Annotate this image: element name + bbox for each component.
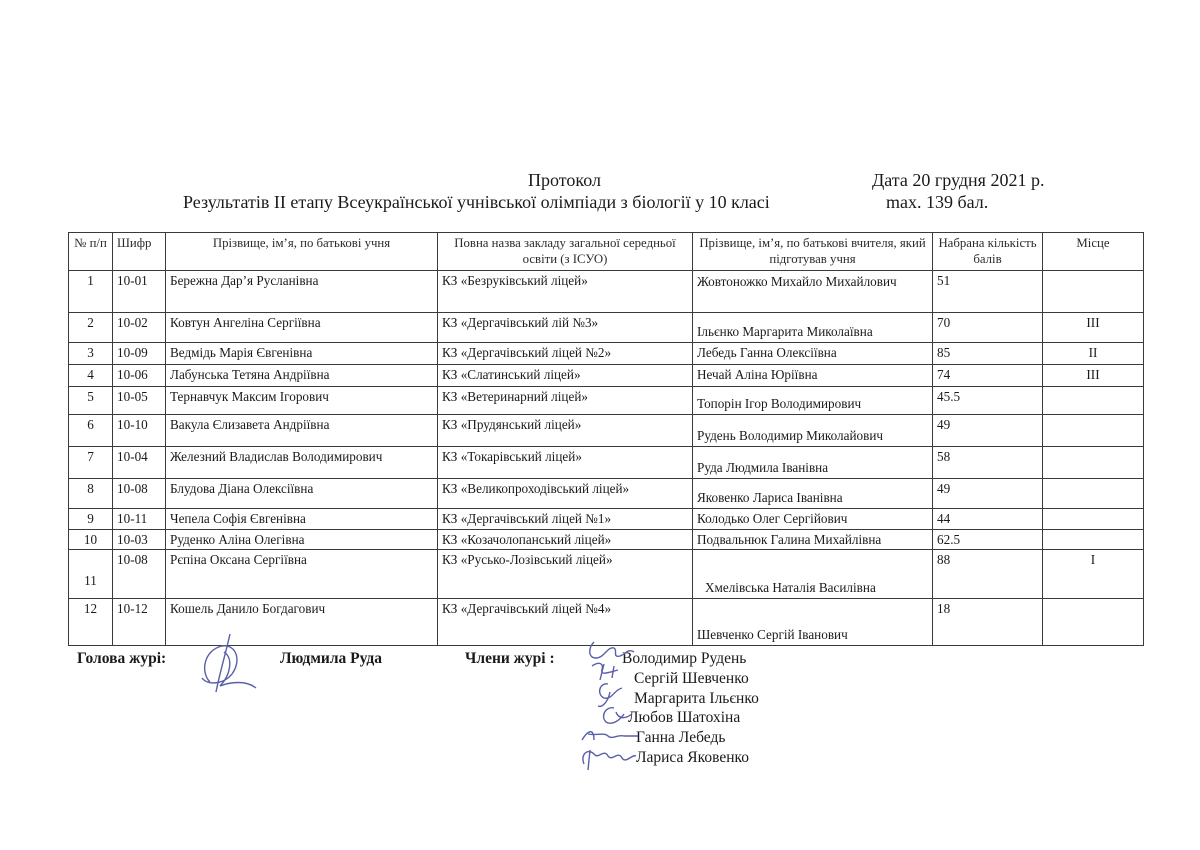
school-name: КЗ «Дергачівський ліцей №1»: [438, 509, 693, 530]
col-header-code: Шифр: [113, 233, 166, 271]
table-row: [69, 365, 1144, 387]
document-title: Протокол: [528, 170, 601, 190]
jury-members-label: Члени журі :: [465, 650, 555, 667]
table-row: [69, 271, 1144, 313]
row-number: 8: [69, 479, 113, 509]
table-row: [69, 387, 1144, 415]
max-score: max. 139 бал.: [886, 192, 989, 212]
col-header-score: Набрана кількість балів: [933, 233, 1043, 271]
document-subtitle: Результатів ІІ етапу Всеукраїнської учнівської олімпіади з біології у 10 класі: [183, 192, 770, 212]
student-name: Тернавчук Максим Ігорович: [166, 387, 438, 415]
school-name: КЗ «Дергачівський лій №3»: [438, 313, 693, 343]
teacher-name: Рудень Володимир Миколайович: [693, 415, 933, 447]
place-value: [1043, 530, 1144, 550]
document-date: Дата 20 грудня 2021 р.: [872, 170, 1045, 190]
row-number: 11: [69, 550, 113, 599]
school-name: КЗ «Великопроходівський ліцей»: [438, 479, 693, 509]
jury-member: Володимир Рудень: [622, 650, 747, 667]
table-row: [69, 415, 1144, 447]
row-number: 1: [69, 271, 113, 313]
score-value: 58: [933, 447, 1043, 479]
jury-member: Маргарита Ільєнко: [634, 689, 759, 707]
table-row: [69, 479, 1144, 509]
jury-member: Ганна Лебедь: [636, 729, 726, 747]
row-number: 5: [69, 387, 113, 415]
score-value: 51: [933, 271, 1043, 313]
participant-code: 10-01: [113, 271, 166, 313]
place-value: [1043, 387, 1144, 415]
table-row: [69, 343, 1144, 365]
score-value: 45.5: [933, 387, 1043, 415]
student-name: Ведмідь Марія Євгенівна: [166, 343, 438, 365]
participant-code: 10-05: [113, 387, 166, 415]
teacher-name: Топорін Ігор Володимирович: [693, 387, 933, 415]
col-header-teacher: Прізвище, ім’я, по батькові вчителя, який підготував учня: [693, 233, 933, 271]
jury-chair-name: Людмила Руда: [280, 650, 382, 667]
col-header-num: № п/п: [69, 233, 113, 271]
place-value: I: [1043, 550, 1144, 599]
participant-code: 10-10: [113, 415, 166, 447]
participant-code: 10-11: [113, 509, 166, 530]
teacher-name: Яковенко Лариса Іванівна: [693, 479, 933, 509]
student-name: Ковтун Ангеліна Сергіївна: [166, 313, 438, 343]
place-value: [1043, 271, 1144, 313]
members-signatures-icon: [574, 636, 644, 776]
student-name: Блудова Діана Олексіївна: [166, 479, 438, 509]
participant-code: 10-09: [113, 343, 166, 365]
place-value: III: [1043, 313, 1144, 343]
col-header-place: Місце: [1043, 233, 1144, 271]
col-header-student: Прізвище, ім’я, по батькові учня: [166, 233, 438, 271]
school-name: КЗ «Прудянський ліцей»: [438, 415, 693, 447]
student-name: Вакула Єлизавета Андріївна: [166, 415, 438, 447]
chair-signature-icon: [190, 632, 270, 702]
place-value: [1043, 599, 1144, 646]
col-header-school: Повна назва закладу загальної середньої освіти (з ІСУО): [438, 233, 693, 271]
participant-code: 10-02: [113, 313, 166, 343]
place-value: III: [1043, 365, 1144, 387]
table-row: [69, 447, 1144, 479]
jury-chair-label: Голова журі:: [77, 650, 167, 667]
score-value: 88: [933, 550, 1043, 599]
teacher-name: Лебедь Ганна Олексіївна: [693, 343, 933, 365]
place-value: [1043, 509, 1144, 530]
row-number: 6: [69, 415, 113, 447]
participant-code: 10-06: [113, 365, 166, 387]
score-value: 70: [933, 313, 1043, 343]
teacher-name: Подвальнюк Галина Михайлівна: [693, 530, 933, 550]
row-number: 12: [69, 599, 113, 646]
row-number: 10: [69, 530, 113, 550]
table-row: [69, 530, 1144, 550]
teacher-name: Ільєнко Маргарита Миколаївна: [693, 313, 933, 343]
table-header-row: [69, 233, 1144, 271]
row-number: 4: [69, 365, 113, 387]
school-name: КЗ «Козачолопанський ліцей»: [438, 530, 693, 550]
row-number: 2: [69, 313, 113, 343]
participant-code: 10-04: [113, 447, 166, 479]
school-name: КЗ «Дергачівський ліцей №4»: [438, 599, 693, 646]
place-value: [1043, 415, 1144, 447]
teacher-name: Шевченко Сергій Іванович: [693, 599, 933, 646]
jury-member: Любов Шатохіна: [628, 709, 741, 727]
score-value: 85: [933, 343, 1043, 365]
school-name: КЗ «Слатинський ліцей»: [438, 365, 693, 387]
score-value: 49: [933, 479, 1043, 509]
participant-code: 10-12: [113, 599, 166, 646]
school-name: КЗ «Безруківський ліцей»: [438, 271, 693, 313]
teacher-name: Колодько Олег Сергійович: [693, 509, 933, 530]
row-number: 7: [69, 447, 113, 479]
table-row: [69, 313, 1144, 343]
jury-member: Сергій Шевченко: [634, 669, 749, 687]
place-value: [1043, 447, 1144, 479]
teacher-name: Жовтоножко Михайло Михайлович: [693, 271, 933, 313]
jury-member: Лариса Яковенко: [636, 748, 749, 766]
school-name: КЗ «Деpгачівський ліцей №2»: [438, 343, 693, 365]
school-name: КЗ «Ветеринарний ліцей»: [438, 387, 693, 415]
row-number: 3: [69, 343, 113, 365]
school-name: КЗ «Токарівський ліцей»: [438, 447, 693, 479]
teacher-name: Руда Людмила Іванівна: [693, 447, 933, 479]
score-value: 74: [933, 365, 1043, 387]
score-value: 62.5: [933, 530, 1043, 550]
teacher-name: Нечай Аліна Юріївна: [693, 365, 933, 387]
student-name: Рєпіна Оксана Сергіївна: [166, 550, 438, 599]
table-row: [69, 550, 1144, 599]
score-value: 49: [933, 415, 1043, 447]
score-value: 44: [933, 509, 1043, 530]
student-name: Железний Владислав Володимирович: [166, 447, 438, 479]
student-name: Бережна Дар’я Русланівна: [166, 271, 438, 313]
student-name: Кошель Данило Богдагович: [166, 599, 438, 646]
row-number: 9: [69, 509, 113, 530]
student-name: Лабунська Тетяна Андріївна: [166, 365, 438, 387]
score-value: 18: [933, 599, 1043, 646]
place-value: II: [1043, 343, 1144, 365]
participant-code: 10-08: [113, 479, 166, 509]
participant-code: 10-08: [113, 550, 166, 599]
table-row: [69, 509, 1144, 530]
results-table: [68, 232, 1144, 646]
teacher-name: Хмелівська Наталія Василівна: [693, 550, 933, 599]
student-name: Чепела Софія Євгенівна: [166, 509, 438, 530]
place-value: [1043, 479, 1144, 509]
participant-code: 10-03: [113, 530, 166, 550]
school-name: КЗ «Русько-Лозівський ліцей»: [438, 550, 693, 599]
student-name: Руденко Аліна Олегівна: [166, 530, 438, 550]
